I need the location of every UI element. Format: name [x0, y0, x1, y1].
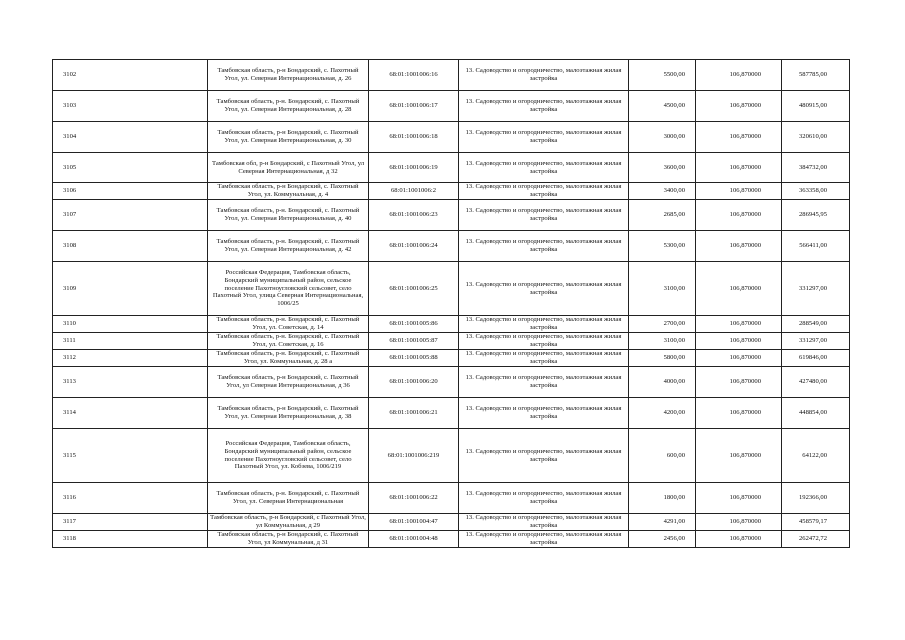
address-cell: Тамбовская обл, р-н Бондарский, с Пахотный Угол, ул Северная Интернациональная, д 32: [208, 153, 369, 183]
permitted-use-cell: 13. Садоводство и огородничество, малоэтажная жилая застройка: [459, 531, 629, 548]
permitted-use-cell: 13. Садоводство и огородничество, малоэтажная жилая застройка: [459, 60, 629, 91]
address-cell: Тамбовская область, р-н Бондарский, с Пахотный Угол, ул Коммунальная, д 29: [208, 514, 369, 531]
area-cell: 4291,00: [629, 514, 696, 531]
cadastral-value-cell: 363358,00: [782, 183, 850, 200]
table-row: [53, 514, 850, 531]
area-cell: 2456,00: [629, 531, 696, 548]
table-row: [53, 60, 850, 91]
specific-value-cell: 106,870000: [696, 200, 782, 231]
specific-value-cell: 106,870000: [696, 531, 782, 548]
area-cell: 5800,00: [629, 350, 696, 367]
cadastral-number-cell: 68:01:1001006:19: [369, 153, 459, 183]
address-cell: Российская Федерация, Тамбовская область, Бондарский муниципальный район, сельское поселение Пахотноугловский сельсовет, село Пахотный Угол, улица Северная Интернациональная, 1006/25: [208, 262, 369, 316]
permitted-use-cell: 13. Садоводство и огородничество, малоэтажная жилая застройка: [459, 316, 629, 333]
permitted-use-cell: 13. Садоводство и огородничество, малоэтажная жилая застройка: [459, 200, 629, 231]
cadastral-value-cell: 566411,00: [782, 231, 850, 262]
area-cell: 2685,00: [629, 200, 696, 231]
area-cell: 4000,00: [629, 367, 696, 398]
parcel-number-cell: 3111: [53, 333, 208, 350]
table-row: [53, 483, 850, 514]
area-cell: 5300,00: [629, 231, 696, 262]
cadastral-value-cell: 64122,00: [782, 429, 850, 483]
cadastral-value-cell: 286945,95: [782, 200, 850, 231]
specific-value-cell: 106,870000: [696, 262, 782, 316]
cadastral-number-cell: 68:01:1001006:25: [369, 262, 459, 316]
table-row: [53, 153, 850, 183]
address-cell: Российская Федерация, Тамбовская область, Бондарский муниципальный район, сельское поселение Пахотноугловский сельсовет, село Пахотный Угол, ул. Кобзева, 1006/219: [208, 429, 369, 483]
table-row: [53, 398, 850, 429]
table-row: [53, 122, 850, 153]
specific-value-cell: 106,870000: [696, 91, 782, 122]
parcel-number-cell: 3109: [53, 262, 208, 316]
area-cell: 3400,00: [629, 183, 696, 200]
cadastral-number-cell: 68:01:1001005:88: [369, 350, 459, 367]
land-registry-table: [52, 59, 850, 548]
permitted-use-cell: 13. Садоводство и огородничество, малоэтажная жилая застройка: [459, 350, 629, 367]
cadastral-value-cell: 448854,00: [782, 398, 850, 429]
permitted-use-cell: 13. Садоводство и огородничество, малоэтажная жилая застройка: [459, 262, 629, 316]
cadastral-number-cell: 68:01:1001006:17: [369, 91, 459, 122]
address-cell: Тамбовская область, р-н Бондарский, с. Пахотный Угол, ул Северная Интернациональная, д 36: [208, 367, 369, 398]
parcel-number-cell: 3106: [53, 183, 208, 200]
parcel-number-cell: 3107: [53, 200, 208, 231]
specific-value-cell: 106,870000: [696, 60, 782, 91]
specific-value-cell: 106,870000: [696, 183, 782, 200]
table-row: [53, 429, 850, 483]
address-cell: Тамбовская область, р-н. Бондарский, с. Пахотный Угол, ул. Коммунальная, д. 28 а: [208, 350, 369, 367]
table-row: [53, 367, 850, 398]
address-cell: Тамбовская область, р-н. Бондарский, с. Пахотный Угол, ул. Северная Интернациональная, д. 40: [208, 200, 369, 231]
cadastral-value-cell: 288549,00: [782, 316, 850, 333]
parcel-number-cell: 3112: [53, 350, 208, 367]
specific-value-cell: 106,870000: [696, 398, 782, 429]
table-row: [53, 183, 850, 200]
permitted-use-cell: 13. Садоводство и огородничество, малоэтажная жилая застройка: [459, 153, 629, 183]
cadastral-value-cell: 331297,00: [782, 333, 850, 350]
specific-value-cell: 106,870000: [696, 333, 782, 350]
specific-value-cell: 106,870000: [696, 231, 782, 262]
table-row: [53, 333, 850, 350]
specific-value-cell: 106,870000: [696, 350, 782, 367]
cadastral-number-cell: 68:01:1001006:20: [369, 367, 459, 398]
table-row: [53, 316, 850, 333]
area-cell: 2700,00: [629, 316, 696, 333]
cadastral-value-cell: 384732,00: [782, 153, 850, 183]
specific-value-cell: 106,870000: [696, 514, 782, 531]
cadastral-number-cell: 68:01:1001006:23: [369, 200, 459, 231]
cadastral-number-cell: 68:01:1001004:48: [369, 531, 459, 548]
area-cell: 1800,00: [629, 483, 696, 514]
permitted-use-cell: 13. Садоводство и огородничество, малоэтажная жилая застройка: [459, 398, 629, 429]
permitted-use-cell: 13. Садоводство и огородничество, малоэтажная жилая застройка: [459, 91, 629, 122]
cadastral-number-cell: 68:01:1001006:18: [369, 122, 459, 153]
specific-value-cell: 106,870000: [696, 429, 782, 483]
table-row: [53, 262, 850, 316]
parcel-number-cell: 3102: [53, 60, 208, 91]
address-cell: Тамбовская область, р-н Бондарский, с. Пахотный Угол, ул. Северная Интернациональная, д. 30: [208, 122, 369, 153]
cadastral-number-cell: 68:01:1001006:2: [369, 183, 459, 200]
cadastral-number-cell: 68:01:1001006:24: [369, 231, 459, 262]
area-cell: 3000,00: [629, 122, 696, 153]
parcel-number-cell: 3113: [53, 367, 208, 398]
parcel-number-cell: 3103: [53, 91, 208, 122]
address-cell: Тамбовская область, р-н. Бондарский, с. Пахотный Угол, ул. Советская, д. 16: [208, 333, 369, 350]
cadastral-number-cell: 68:01:1001006:16: [369, 60, 459, 91]
specific-value-cell: 106,870000: [696, 367, 782, 398]
cadastral-value-cell: 480915,00: [782, 91, 850, 122]
permitted-use-cell: 13. Садоводство и огородничество, малоэтажная жилая застройка: [459, 231, 629, 262]
specific-value-cell: 106,870000: [696, 153, 782, 183]
area-cell: 3100,00: [629, 333, 696, 350]
parcel-number-cell: 3115: [53, 429, 208, 483]
parcel-number-cell: 3118: [53, 531, 208, 548]
parcel-number-cell: 3114: [53, 398, 208, 429]
cadastral-number-cell: 68:01:1001006:219: [369, 429, 459, 483]
parcel-number-cell: 3110: [53, 316, 208, 333]
address-cell: Тамбовская область, р-н. Бондарский, с. Пахотный Угол, ул. Северная Интернациональная, д. 28: [208, 91, 369, 122]
cadastral-value-cell: 427480,00: [782, 367, 850, 398]
parcel-number-cell: 3105: [53, 153, 208, 183]
table-row: [53, 531, 850, 548]
permitted-use-cell: 13. Садоводство и огородничество, малоэтажная жилая застройка: [459, 367, 629, 398]
permitted-use-cell: 13. Садоводство и огородничество, малоэтажная жилая застройка: [459, 483, 629, 514]
parcel-number-cell: 3108: [53, 231, 208, 262]
address-cell: Тамбовская область, р-н. Бондарский, с. Пахотный Угол, ул. Советская, д. 14: [208, 316, 369, 333]
table-row: [53, 231, 850, 262]
area-cell: 600,00: [629, 429, 696, 483]
table-row: [53, 91, 850, 122]
table-row: [53, 200, 850, 231]
cadastral-value-cell: 458579,17: [782, 514, 850, 531]
cadastral-number-cell: 68:01:1001006:21: [369, 398, 459, 429]
permitted-use-cell: 13. Садоводство и огородничество, малоэтажная жилая застройка: [459, 333, 629, 350]
cadastral-number-cell: 68:01:1001005:86: [369, 316, 459, 333]
cadastral-value-cell: 192366,00: [782, 483, 850, 514]
address-cell: Тамбовская область, р-н. Бондарский, с. Пахотный Угол, ул. Северная Интернациональная: [208, 483, 369, 514]
cadastral-number-cell: 68:01:1001004:47: [369, 514, 459, 531]
registry-table-body: [53, 60, 850, 548]
cadastral-value-cell: 331297,00: [782, 262, 850, 316]
cadastral-value-cell: 619846,00: [782, 350, 850, 367]
area-cell: 3600,00: [629, 153, 696, 183]
cadastral-value-cell: 262472,72: [782, 531, 850, 548]
permitted-use-cell: 13. Садоводство и огородничество, малоэтажная жилая застройка: [459, 429, 629, 483]
permitted-use-cell: 13. Садоводство и огородничество, малоэтажная жилая застройка: [459, 183, 629, 200]
cadastral-number-cell: 68:01:1001006:22: [369, 483, 459, 514]
cadastral-number-cell: 68:01:1001005:87: [369, 333, 459, 350]
address-cell: Тамбовская область, р-н Бондарский, с. Пахотный Угол, ул. Северная Интернациональная, д. 26: [208, 60, 369, 91]
parcel-number-cell: 3104: [53, 122, 208, 153]
area-cell: 4200,00: [629, 398, 696, 429]
cadastral-value-cell: 320610,00: [782, 122, 850, 153]
specific-value-cell: 106,870000: [696, 122, 782, 153]
area-cell: 4500,00: [629, 91, 696, 122]
parcel-number-cell: 3117: [53, 514, 208, 531]
address-cell: Тамбовская область, р-н Бондарский, с. Пахотный Угол, ул. Северная Интернациональная, д. 38: [208, 398, 369, 429]
permitted-use-cell: 13. Садоводство и огородничество, малоэтажная жилая застройка: [459, 122, 629, 153]
parcel-number-cell: 3116: [53, 483, 208, 514]
permitted-use-cell: 13. Садоводство и огородничество, малоэтажная жилая застройка: [459, 514, 629, 531]
area-cell: 5500,00: [629, 60, 696, 91]
address-cell: Тамбовская область, р-н. Бондарский, с. Пахотный Угол, ул. Северная Интернациональная, д. 42: [208, 231, 369, 262]
address-cell: Тамбовская область, р-н Бондарский, с. Пахотный Угол, ул. Коммунальная, д. 4: [208, 183, 369, 200]
address-cell: Тамбовская область, р-н Бондарский, с. Пахотный Угол, ул Коммунальная, д 31: [208, 531, 369, 548]
table-row: [53, 350, 850, 367]
cadastral-value-cell: 587785,00: [782, 60, 850, 91]
specific-value-cell: 106,870000: [696, 483, 782, 514]
area-cell: 3100,00: [629, 262, 696, 316]
specific-value-cell: 106,870000: [696, 316, 782, 333]
